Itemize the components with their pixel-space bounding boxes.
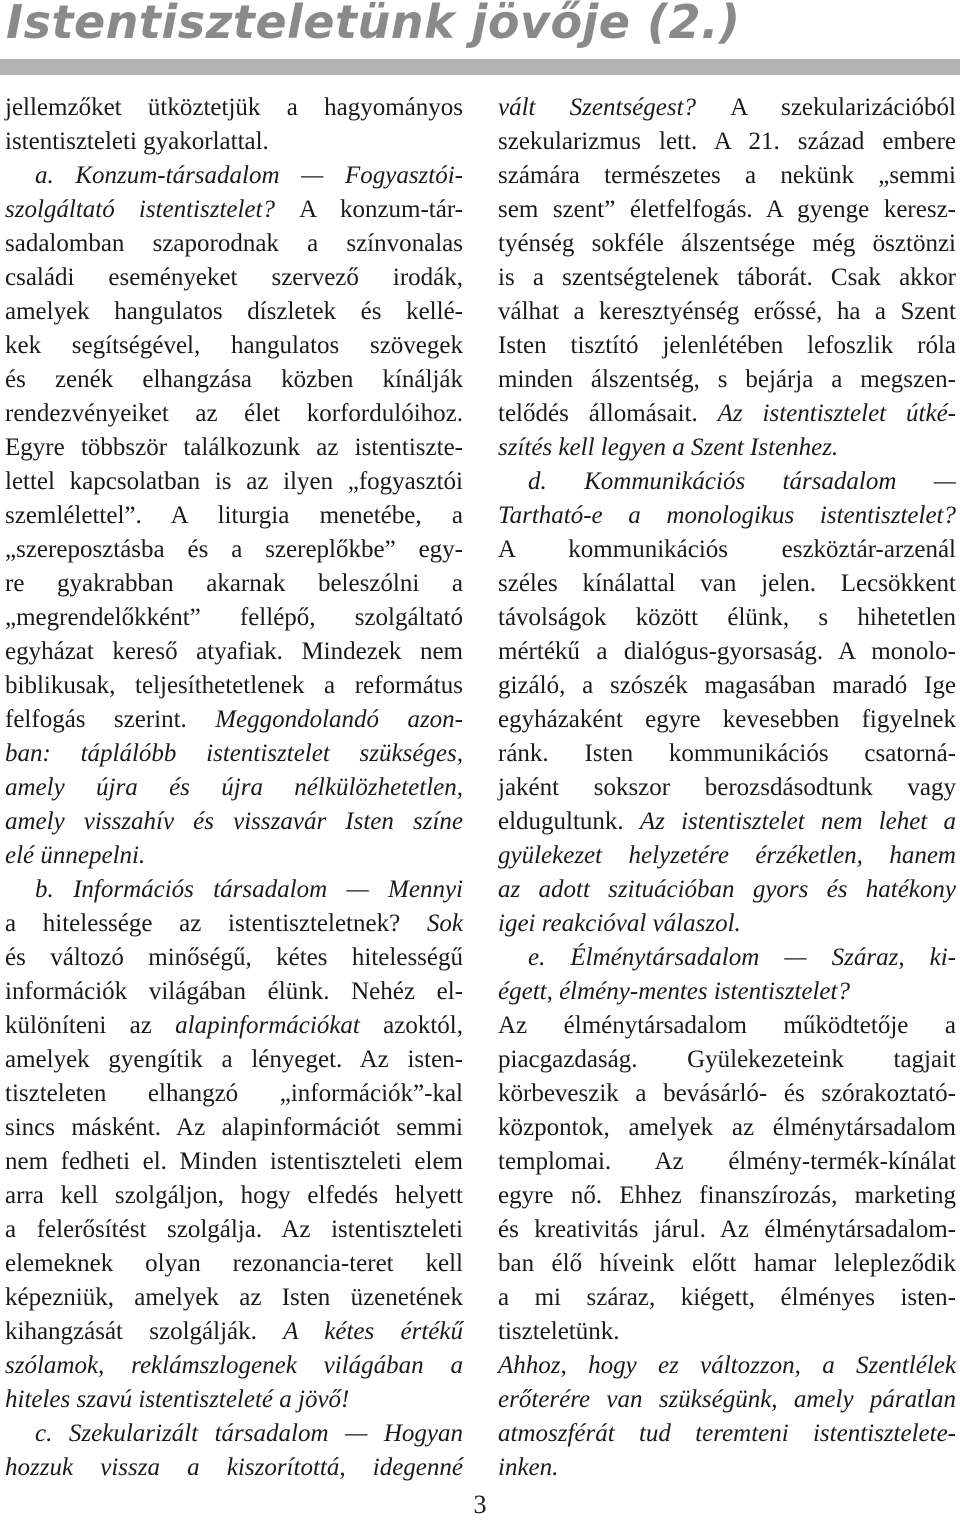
text-line: nem fedheti el. Minden istentiszteleti elem: [5, 1148, 463, 1175]
text-line: egyházaként egyre kevesebben figyelnek: [498, 706, 956, 733]
text-line: [5, 1009, 463, 1043]
text-line: a mi száraz, kiégett, élményes isten-: [498, 1284, 956, 1311]
text-line: és zenék elhangzása közben kínálják: [5, 366, 463, 393]
emphasis-text: Sok: [426, 910, 463, 937]
text-line: ban: táplálóbb istentisztelet szükséges,: [5, 740, 463, 767]
text-line: rendezvényeiket az élet korfordulóihoz.: [5, 400, 463, 427]
text-line: családi eseményeket szervező irodák,: [5, 264, 463, 291]
text-line: kek segítségével, hangulatos szövegek: [5, 332, 463, 359]
text-line: A kommunikációs eszköztár-arzenál: [498, 536, 956, 563]
text-line: amely újra és újra nélkülözhetetlen,: [5, 774, 463, 801]
text-line: tiszteletünk.: [498, 1318, 620, 1345]
body-text: kihangzását szolgálják.: [5, 1318, 284, 1345]
text-line: gyülekezet helyzetére érzéketlen, hanem: [498, 842, 956, 869]
header-rule: [0, 59, 960, 75]
text-line: jellemzőket ütköztetjük a hagyományos: [5, 94, 463, 121]
text-line: sem szent” életfelfogás. A gyenge keresz-: [498, 196, 956, 223]
body-text: azoktól,: [359, 1012, 463, 1039]
text-line: templomai. Az élmény-termék-kínálat: [498, 1148, 956, 1175]
text-line: piacgazdaság. Gyülekezeteink tagjait: [498, 1046, 956, 1073]
text-line: sadalomban szaporodnak a színvonalas: [5, 230, 463, 257]
text-line: szekularizmus lett. A 21. század embere: [498, 128, 956, 155]
text-line: elé ünnepelni.: [5, 842, 146, 869]
text-line: c. Szekularizált társadalom — Hogyan: [35, 1420, 463, 1447]
body-text: telődés állomásait.: [498, 400, 718, 427]
text-line: és változó minőségű, kétes hitelességű: [5, 944, 463, 971]
text-line: sincs másként. Az alapinformációt semmi: [5, 1114, 463, 1141]
text-line: istentiszteleti gyakorlattal.: [5, 128, 269, 155]
body-text: A konzum-tár-: [299, 196, 463, 223]
emphasis-text: Az istentisztelet útké-: [717, 400, 956, 427]
text-line: Isten tisztító jelenlétében lefoszlik róla: [498, 332, 956, 359]
body-text: eldugultunk.: [498, 808, 640, 835]
body-text: felfogás szerint.: [5, 706, 216, 733]
text-line: lettel kapcsolatban is az ilyen „fogyasztói: [5, 468, 463, 495]
text-line: válhat a keresztyénség erőssé, ha a Szent: [498, 298, 956, 325]
text-line: elemeknek olyan rezonancia-teret kell: [5, 1250, 463, 1277]
text-line: amely visszahív és visszavár Isten színe: [5, 808, 463, 835]
text-line: mértékű a dialógus-gyorsaság. A monolo-: [498, 638, 956, 665]
text-line: [5, 907, 463, 941]
text-line: atmoszférát tud teremteni istentiszteletе-: [498, 1420, 956, 1447]
emphasis-text: szolgáltató istentisztelet?: [5, 196, 300, 223]
text-line: amelyek hangulatos díszletek és kellé-: [5, 298, 463, 325]
text-line: biblikusak, teljesíthetetlenek a református: [5, 672, 463, 699]
right-column: [498, 91, 956, 1485]
text-line: égett, élmény-mentes istentisztelet?: [498, 978, 850, 1005]
text-line: Tartható-e a monologikus istentisztelet?: [498, 502, 956, 529]
text-line: arra kell szolgáljon, hogy elfedés helyett: [5, 1182, 463, 1209]
text-line: Egyre többször találkozunk az istentiszte-: [5, 434, 463, 461]
page-title: Istentiszteletünk jövője (2.): [6, 0, 741, 49]
text-line: központok, amelyek az élménytársadalom: [498, 1114, 956, 1141]
text-line: amelyek gyengítik a lényeget. Az isten-: [5, 1046, 463, 1073]
text-line: hiteles szavú istentiszteleté a jövő!: [5, 1386, 350, 1413]
emphasis-text: Az istentisztelet nem lehet a: [639, 808, 956, 835]
emphasis-text: Meggondolandó azon-: [215, 706, 463, 733]
page-number: 3: [473, 1490, 487, 1519]
text-line: szólamok, reklámszlogenek világában a: [5, 1352, 463, 1379]
text-line: ránk. Isten kommunikációs csatorná-: [498, 740, 956, 767]
text-line: egyre nő. Ehhez finanszírozás, marketing: [498, 1182, 956, 1209]
text-line: d. Kommunikációs társadalom —: [528, 468, 956, 495]
text-line: tiszteleten elhangzó „információk”-kal: [5, 1080, 463, 1107]
text-line: b. Információs társadalom — Mennyi: [35, 876, 463, 903]
text-line: [498, 805, 956, 839]
text-line: [5, 193, 463, 227]
text-line: re gyakrabban akarnak beleszólni a: [5, 570, 463, 597]
left-column: [5, 91, 463, 1485]
text-line: szemlélettel”. A liturgia menetébe, a: [5, 502, 463, 529]
text-line: a. Konzum-társadalom — Fogyasztói-: [35, 162, 463, 189]
text-line: tyénség sokféle álszentsége még ösztönzi: [498, 230, 956, 257]
body-text: a hitelessége az istentiszteletnek?: [5, 910, 427, 937]
text-line: hozzuk vissza a kiszorítottá, idegenné: [5, 1454, 463, 1481]
text-line: [498, 397, 956, 431]
text-line: információk világában élünk. Nehéz el-: [5, 978, 463, 1005]
text-line: ban élő híveink előtt hamar lelepleződik: [498, 1250, 956, 1277]
text-line: „megrendelőkként” fellépő, szolgáltató: [5, 604, 463, 631]
emphasis-text: alapinformációkat: [175, 1012, 360, 1039]
text-line: gizáló, a szószék magasában maradó Ige: [498, 672, 956, 699]
text-line: e. Élménytársadalom — Száraz, ki-: [528, 944, 956, 971]
text-line: [498, 91, 956, 125]
emphasis-text: vált Szentségest?: [498, 94, 731, 121]
text-line: Az élménytársadalom működtetője a: [498, 1012, 956, 1039]
text-line: széles kínálattal van jelen. Lecsökkent: [498, 570, 956, 597]
text-line: „szereposztásba és a szereplőkbe” egy-: [5, 536, 463, 563]
text-line: távolságok között élünk, s hihetetlen: [498, 604, 956, 631]
text-line: szítés kell legyen a Szent Istenhez.: [498, 434, 839, 461]
text-line: [5, 703, 463, 737]
text-line: képezniük, amelyek az Isten üzenetének: [5, 1284, 463, 1311]
emphasis-text: A kétes értékű: [283, 1318, 463, 1345]
text-line: az adott szituációban gyors és hatékony: [498, 876, 956, 903]
text-line: Ahhoz, hogy ez változzon, a Szentlélek: [498, 1352, 956, 1379]
text-line: [5, 1315, 463, 1349]
text-line: igei reakcióval válaszol.: [498, 910, 741, 937]
text-line: jaként sokszor berozsdásodtunk vagy: [498, 774, 956, 801]
text-line: és kreativitás járul. Az élménytársadalom-: [498, 1216, 956, 1243]
text-line: erőterére van szükségünk, amely páratlan: [498, 1386, 956, 1413]
text-line: egyházat kereső atyafiak. Mindezek nem: [5, 638, 463, 665]
text-line: számára természetes a nekünk „semmi: [498, 162, 956, 189]
text-line: a felerősítést szolgálja. Az istentiszteleti: [5, 1216, 463, 1243]
body-text: A szekularizációból: [730, 94, 957, 121]
text-line: körbeveszik a bevásárló- és szórakoztató-: [498, 1080, 956, 1107]
text-line: minden álszentség, s bejárja a megszen-: [498, 366, 956, 393]
text-line: inken.: [498, 1454, 559, 1481]
body-text: különíteni az: [5, 1012, 176, 1039]
text-line: is a szentségtelenek táborát. Csak akkor: [498, 264, 956, 291]
